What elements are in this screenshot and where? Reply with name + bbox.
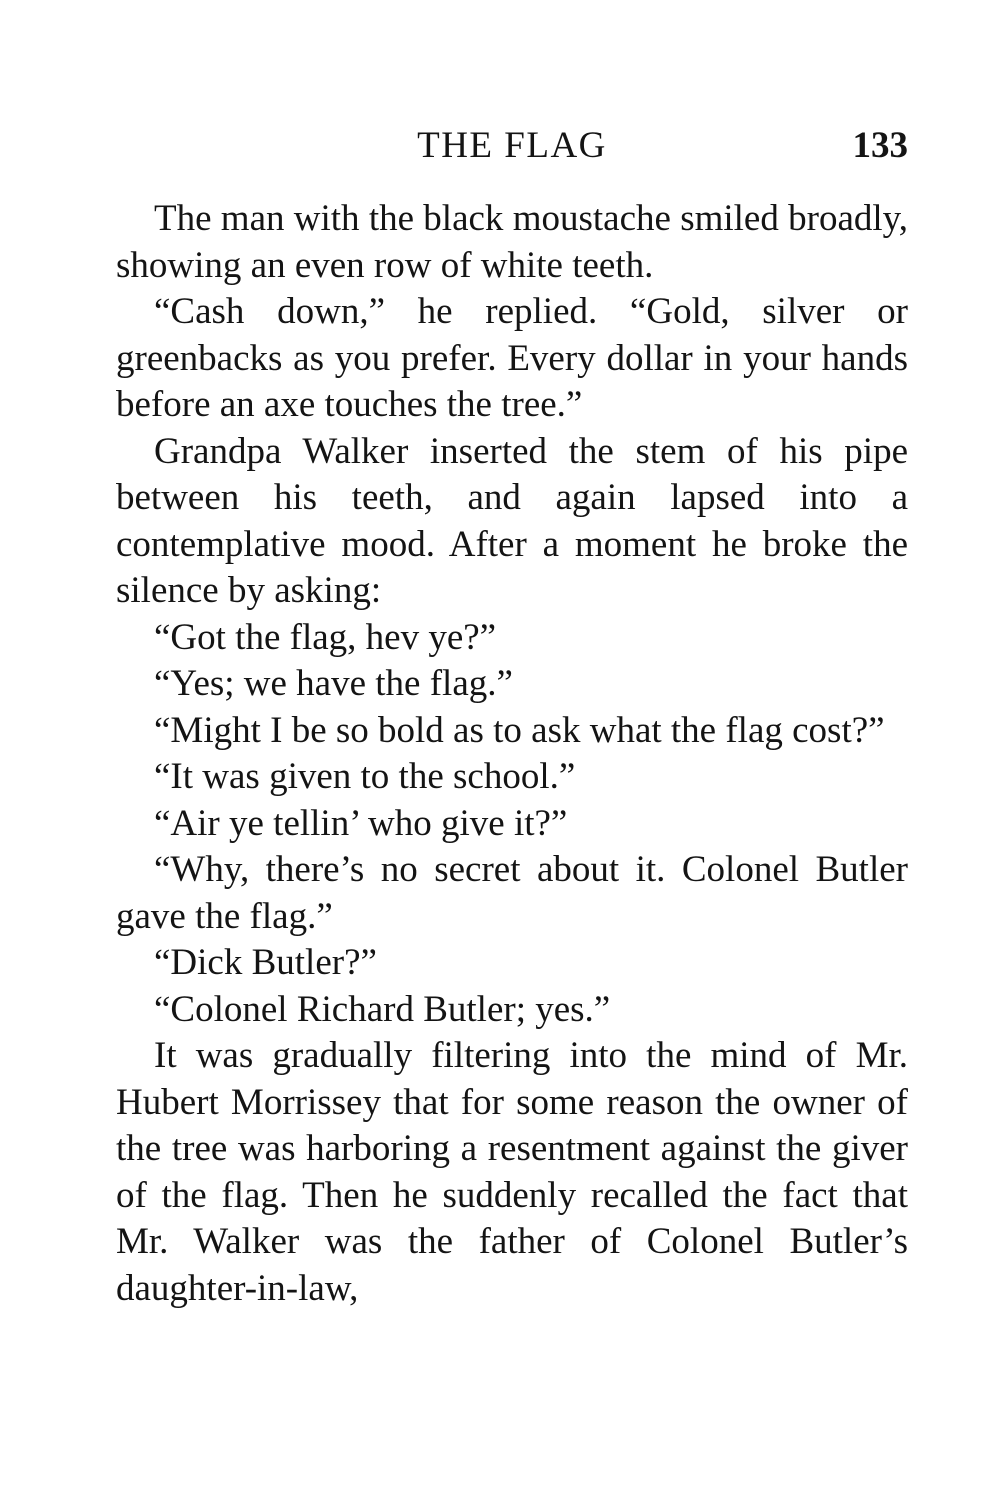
- page-number: 133: [852, 125, 908, 166]
- paragraph: “Why, there’s no secret about it. Colonel Butler gave the flag.”: [116, 849, 908, 937]
- book-page: [116, 118, 908, 1312]
- paragraph: “It was given to the school.”: [154, 756, 576, 797]
- paragraph: “Colonel Richard Butler; yes.”: [154, 988, 611, 1030]
- paragraph: “Air ye tellin’ who give it?”: [154, 802, 568, 844]
- paragraph: “Might I be so bold as to ask what the flag cost?”: [154, 709, 885, 751]
- paragraph: The man with the black moustache smiled broadly, showing an even row of white teeth.: [116, 198, 908, 286]
- paragraph: It was gradually filtering into the mind of Mr. Hubert Morrissey that for some reason the owner of the tree was harboring a resentment against the giver of the flag. Then he suddenly recalled the fact that Mr. Walker was the father of Colonel Butler’s daughter-in-law,: [116, 1035, 908, 1309]
- running-title: THE FLAG: [417, 125, 607, 166]
- paragraph: “Yes; we have the flag.”: [154, 663, 513, 704]
- paragraph: “Cash down,” he replied. “Gold, silver or greenbacks as you prefer. Every dollar in your hands before an axe touches the tree.”: [116, 291, 908, 425]
- running-head: [116, 118, 908, 170]
- paragraph: Grandpa Walker inserted the stem of his pipe between his teeth, and again lapsed into a contemplative mood. After a moment he broke the silence by asking:: [116, 430, 908, 611]
- paragraph: “Got the flag, hev ye?”: [154, 616, 497, 658]
- paragraph: “Dick Butler?”: [154, 942, 377, 983]
- body-text: [116, 196, 908, 1312]
